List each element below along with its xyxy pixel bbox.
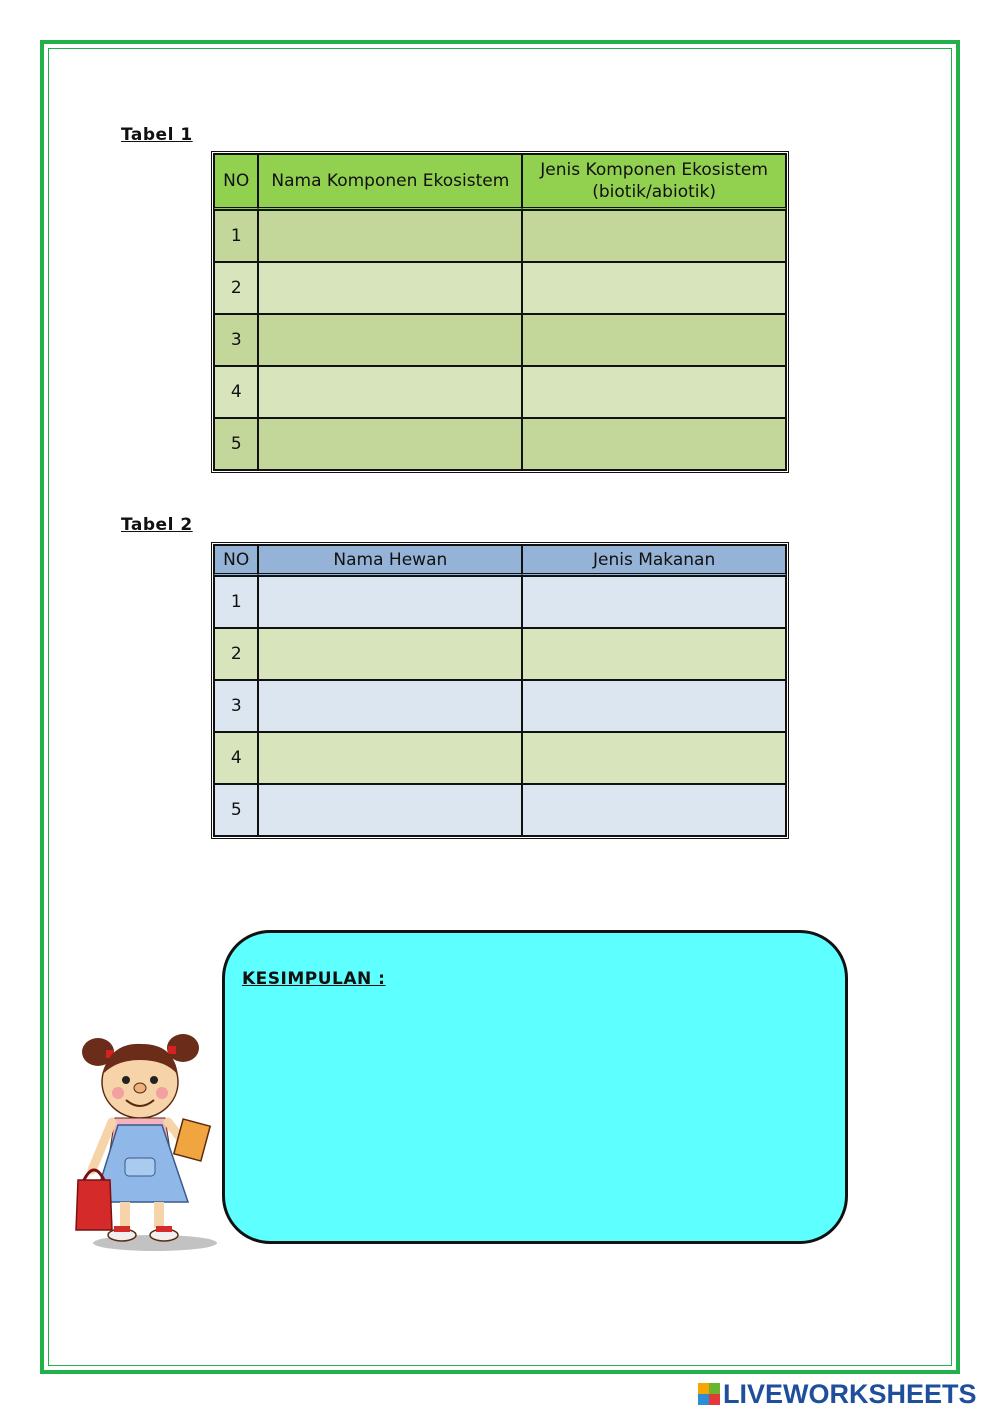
row-number: 1 xyxy=(214,576,258,628)
jenis-makanan-cell[interactable] xyxy=(522,784,786,836)
tabel-2 xyxy=(211,542,789,839)
nama-hewan-cell[interactable] xyxy=(258,576,522,628)
kesimpulan-title: KESIMPULAN : xyxy=(242,969,386,989)
row-number: 5 xyxy=(214,418,258,470)
tabel-1-header-jenis-line2: (biotik/abiotik) xyxy=(592,182,716,202)
nama-hewan-cell[interactable] xyxy=(258,732,522,784)
nama-komponen-cell[interactable] xyxy=(258,262,522,314)
row-number: 3 xyxy=(214,314,258,366)
liveworksheets-logo-text: LIVEWORKSHEETS xyxy=(723,1378,977,1409)
jenis-komponen-cell[interactable] xyxy=(522,418,786,470)
girl-illustration xyxy=(70,1030,220,1255)
jenis-makanan-cell[interactable] xyxy=(522,628,786,680)
row-number: 5 xyxy=(214,784,258,836)
jenis-komponen-cell[interactable] xyxy=(522,262,786,314)
jenis-makanan-cell[interactable] xyxy=(522,680,786,732)
jenis-komponen-cell[interactable] xyxy=(522,366,786,418)
table-row xyxy=(214,784,786,836)
jenis-komponen-cell[interactable] xyxy=(522,210,786,262)
tabel-1-header-no: NO xyxy=(214,154,258,210)
nama-komponen-cell[interactable] xyxy=(258,418,522,470)
table-row xyxy=(214,576,786,628)
table-row xyxy=(214,418,786,470)
row-number: 2 xyxy=(214,262,258,314)
nama-komponen-cell[interactable] xyxy=(258,210,522,262)
table-row xyxy=(214,680,786,732)
nama-hewan-cell[interactable] xyxy=(258,680,522,732)
table-row xyxy=(214,366,786,418)
row-number: 2 xyxy=(214,628,258,680)
tabel-2-title: Tabel 2 xyxy=(121,515,193,535)
jenis-makanan-cell[interactable] xyxy=(522,732,786,784)
jenis-makanan-cell[interactable] xyxy=(522,576,786,628)
tabel-1 xyxy=(211,151,789,473)
tabel-1-header-jenis xyxy=(522,154,786,210)
tabel-2-header-jenis: Jenis Makanan xyxy=(522,545,786,576)
liveworksheets-mark-icon xyxy=(698,1383,720,1405)
table-row xyxy=(214,210,786,262)
row-number: 3 xyxy=(214,680,258,732)
nama-komponen-cell[interactable] xyxy=(258,314,522,366)
jenis-komponen-cell[interactable] xyxy=(522,314,786,366)
tabel-1-title: Tabel 1 xyxy=(121,125,193,145)
tabel-1-header-nama: Nama Komponen Ekosistem xyxy=(258,154,522,210)
tabel-2-header-no: NO xyxy=(214,545,258,576)
row-number: 4 xyxy=(214,366,258,418)
table-row xyxy=(214,314,786,366)
nama-hewan-cell[interactable] xyxy=(258,628,522,680)
table-row xyxy=(214,732,786,784)
table-row xyxy=(214,628,786,680)
tabel-2-header-nama: Nama Hewan xyxy=(258,545,522,576)
kesimpulan-box[interactable] xyxy=(222,930,848,1244)
table-row xyxy=(214,262,786,314)
nama-hewan-cell[interactable] xyxy=(258,784,522,836)
liveworksheets-logo[interactable] xyxy=(698,1378,977,1410)
row-number: 4 xyxy=(214,732,258,784)
nama-komponen-cell[interactable] xyxy=(258,366,522,418)
tabel-1-header-jenis-line1: Jenis Komponen Ekosistem xyxy=(540,160,768,180)
row-number: 1 xyxy=(214,210,258,262)
